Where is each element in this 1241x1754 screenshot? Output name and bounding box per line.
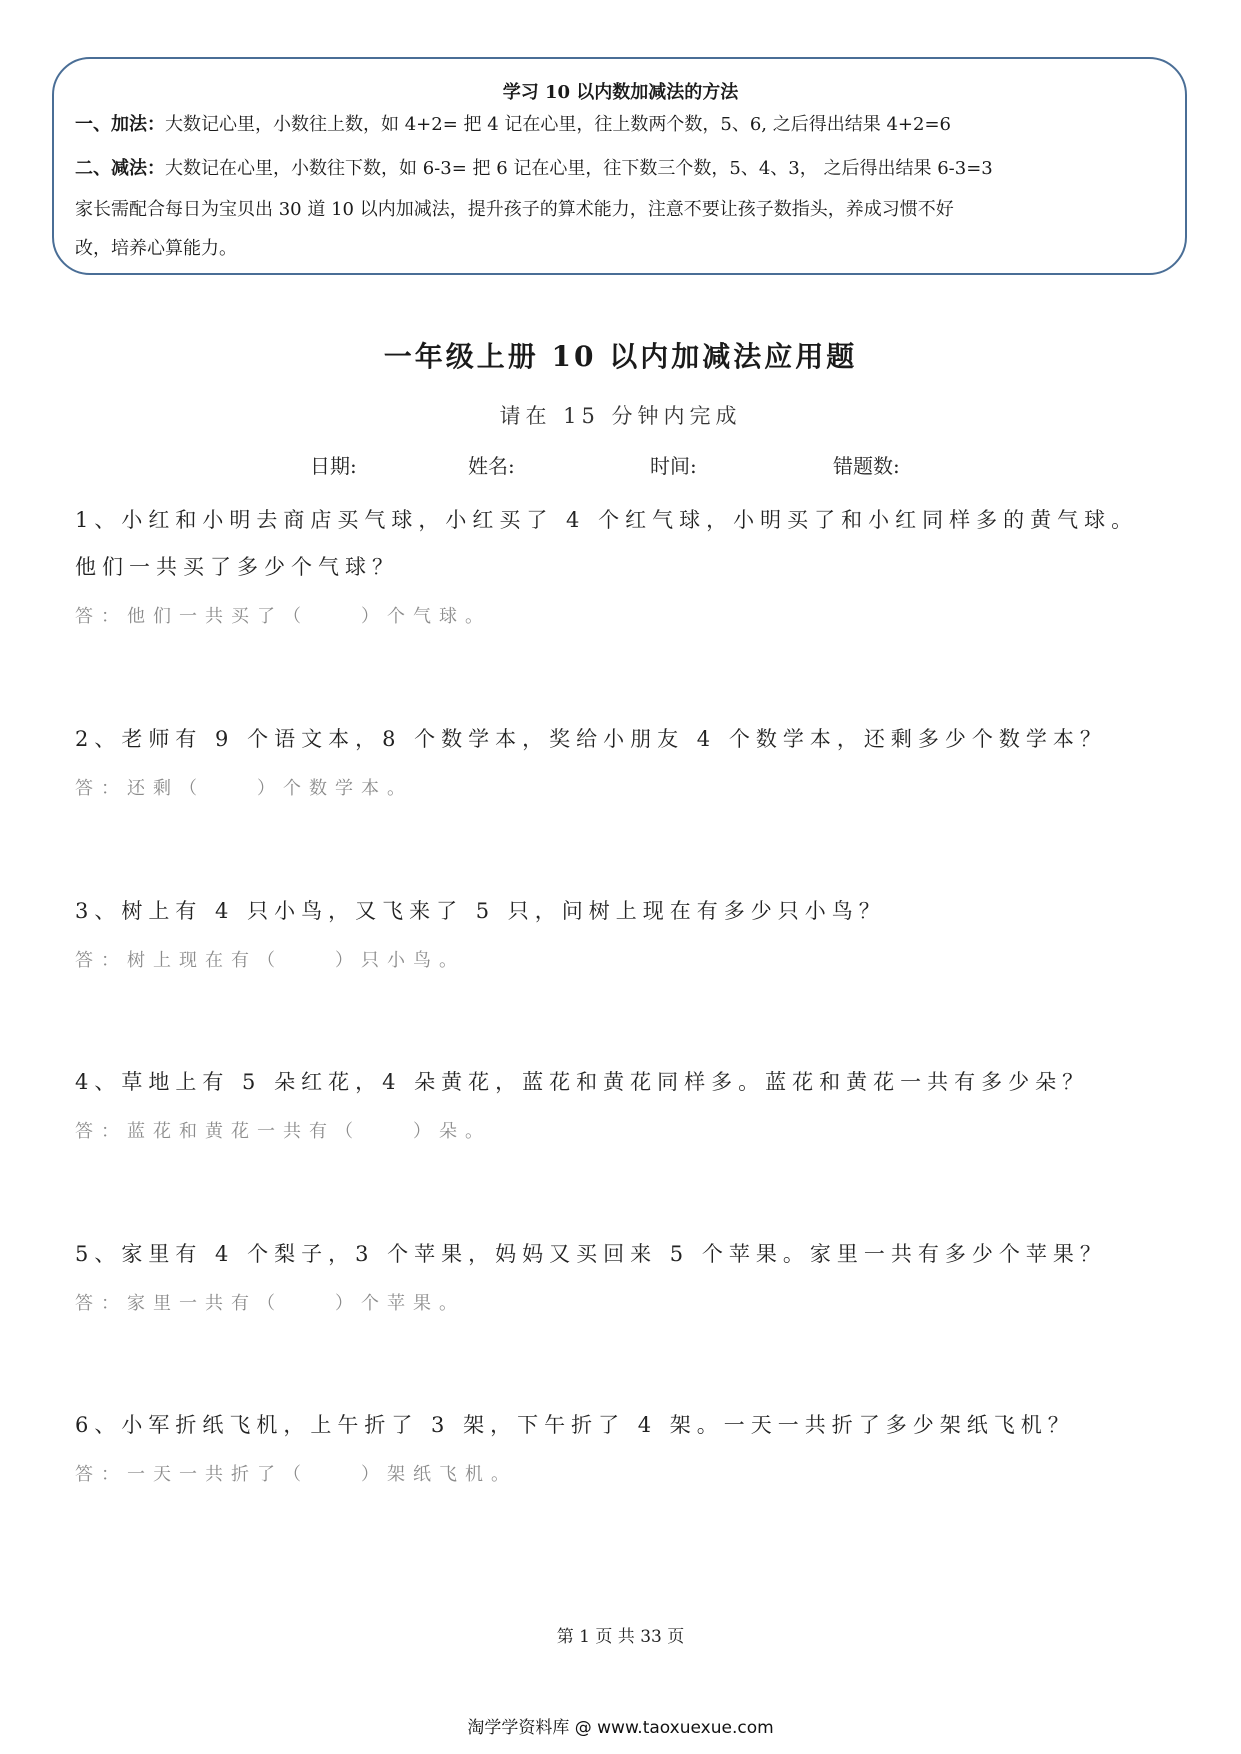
- parent-note-line-2: 改，培养心算能力。: [75, 238, 237, 259]
- time-label: 时间:: [650, 454, 697, 478]
- tips-title: 学习 10 以内数加减法的方法: [502, 82, 739, 103]
- subtraction-label: 二、减法：: [75, 158, 165, 179]
- answer-1: 答：他们一共买了（ ）个气球。: [75, 606, 491, 627]
- addition-label: 一、加法：: [75, 114, 165, 135]
- answer-6: 答：一天一共折了（ ）架纸飞机。: [75, 1464, 517, 1485]
- question-3: 3、树上有 4 只小鸟，又飞来了 5 只，问树上现在有多少只小鸟？: [75, 899, 886, 923]
- page-title: 一年级上册 10 以内加减法应用题: [383, 340, 858, 373]
- errors-label: 错题数:: [833, 454, 900, 478]
- question-1-line-1: 1、小红和小明去商店买气球，小红买了 4 个红气球，小明买了和小红同样多的黄气球。: [75, 508, 1139, 532]
- parent-note-line-1: 家长需配合每日为宝贝出 30 道 10 以内加减法，提升孩子的算术能力，注意不要让孩子数指头，养成习惯不好: [75, 199, 954, 220]
- answer-4: 答：蓝花和黄花一共有（ ）朵。: [75, 1121, 491, 1142]
- question-2: 2、老师有 9 个语文本，8 个数学本，奖给小朋友 4 个数学本，还剩多少个数学本？: [75, 727, 1107, 751]
- addition-tip: [75, 110, 951, 136]
- question-5: 5、家里有 4 个梨子，3 个苹果，妈妈又买回来 5 个苹果。家里一共有多少个苹果？: [75, 1242, 1107, 1266]
- question-4: 4、草地上有 5 朵红花，4 朵黄花，蓝花和黄花同样多。蓝花和黄花一共有多少朵？: [75, 1070, 1090, 1094]
- subtraction-text: 大数记在心里，小数往下数，如 6-3= 把 6 记在心里，往下数三个数，5、4、3， 之后得出结果 6-3=3: [165, 158, 993, 179]
- page-number: 第 1 页 共 33 页: [556, 1627, 685, 1647]
- question-1-line-2: 他们一共买了多少个气球？: [75, 555, 399, 579]
- name-label: 姓名:: [468, 454, 515, 478]
- subtitle: 请在 15 分钟内完成: [499, 404, 742, 428]
- date-label: 日期:: [310, 454, 357, 478]
- question-6: 6、小军折纸飞机，上午折了 3 架，下午折了 4 架。一天一共折了多少架纸飞机？: [75, 1413, 1075, 1437]
- answer-2: 答：还剩（ ）个数学本。: [75, 778, 413, 799]
- site-watermark: 淘学学资料库 @ www.taoxuexue.com: [467, 1718, 774, 1738]
- addition-text: 大数记心里，小数往上数，如 4+2= 把 4 记在心里，往上数两个数，5、6, 之后得出结果 4+2=6: [165, 114, 951, 135]
- answer-3: 答：树上现在有（ ）只小鸟。: [75, 950, 465, 971]
- subtraction-tip: [75, 154, 993, 180]
- answer-5: 答：家里一共有（ ）个苹果。: [75, 1293, 465, 1314]
